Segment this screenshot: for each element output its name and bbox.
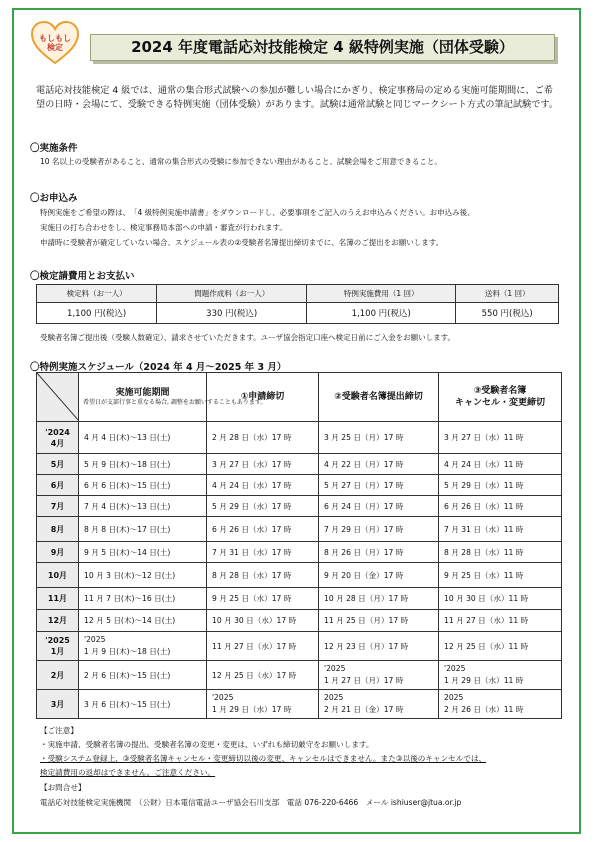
fee-header: 問題作成料（お一人） — [157, 285, 307, 303]
cancel-date: 2 月 26 日（水）11 時 — [444, 705, 524, 714]
month-cell: 3月 — [37, 690, 79, 719]
period-cell: 7 月 4 日(木)～13 日(土) — [79, 496, 207, 517]
period-range: 1 月 9 日(木)～18 日(土) — [84, 647, 171, 656]
cancel-cell: 11 月 27 日（水）11 時 — [439, 610, 562, 632]
roster-cell — [319, 661, 439, 690]
apply-year: '2025 — [212, 693, 234, 702]
cautions-line1: ・実施申請、受験者名簿の提出、受験者名簿の変更・変更は、いずれも締切厳守をお願いします。 — [40, 740, 374, 749]
month-cell: 7月 — [37, 496, 79, 517]
cancel-cell: 6 月 26 日（水）11 時 — [439, 496, 562, 517]
col-roster-header: ②受験者名簿提出締切 — [319, 373, 439, 422]
cancel-cell: 4 月 24 日（水）11 時 — [439, 454, 562, 475]
roster-cell — [319, 690, 439, 719]
roster-cell: 6 月 24 日（月）17 時 — [319, 496, 439, 517]
period-cell: 9 月 5 日(木)～14 日(土) — [79, 542, 207, 563]
roster-date: 1 月 27 日（月）17 時 — [324, 676, 404, 685]
cancel-cell: 12 月 25 日（水）11 時 — [439, 632, 562, 661]
apply-cell: 8 月 28 日（水）17 時 — [207, 563, 319, 588]
fee-value: 550 円(税込) — [456, 303, 559, 324]
moshimoshi-logo — [30, 20, 80, 66]
roster-cell: 3 月 25 日（月）17 時 — [319, 422, 439, 454]
roster-cell: 8 月 26 日（月）17 時 — [319, 542, 439, 563]
fee-table — [36, 284, 559, 324]
cancel-year: '2025 — [444, 664, 466, 673]
conditions-text: 10 名以上の受験者があること、通常の集合形式の受験に参加できない理由があること、試験会場をご用意できること。 — [40, 157, 442, 166]
table-row — [37, 690, 562, 719]
logo-line2: 検定 — [47, 43, 63, 52]
col-period-note: 希望日が支部行事と重なる場合, 調整をお願いすることもあります。 — [83, 399, 267, 406]
col-cancel-title-2: キャンセル・変更締切 — [454, 398, 545, 408]
apply-cell: 6 月 26 日（水）17 時 — [207, 517, 319, 542]
cautions-line2: ・受験システム登録上、③受験者名簿キャンセル・変更締切以後の変更、キャンセルはできません。また③以後のキャンセルでは、 — [40, 754, 487, 763]
apply-cell: 7 月 31 日（水）17 時 — [207, 542, 319, 563]
month-cell — [37, 632, 79, 661]
application-line3: 申請時に受験者が確定していない場合、スケジュール表の②受験者名簿提出締切までに、名簿のご提出をお願いします。 — [40, 238, 444, 247]
diagonal-line — [37, 373, 79, 421]
period-cell: 8 月 8 日(木)～17 日(土) — [79, 517, 207, 542]
table-row — [37, 610, 562, 632]
period-year: '2025 — [84, 635, 106, 644]
apply-cell: 11 月 27 日（水）17 時 — [207, 632, 319, 661]
fee-value: 330 円(税込) — [157, 303, 307, 324]
month-label: 4月 — [50, 438, 65, 448]
apply-date: 1 月 29 日（水）17 時 — [212, 705, 292, 714]
period-cell: 2 月 6 日(木)～15 日(土) — [79, 661, 207, 690]
fee-value: 1,100 円(税込) — [37, 303, 157, 324]
fee-header-row — [37, 285, 559, 303]
fees-heading: 〇検定請費用とお支払い — [30, 271, 135, 282]
cancel-cell — [439, 690, 562, 719]
month-cell: 12月 — [37, 610, 79, 632]
month-year: '2024 — [45, 427, 70, 437]
fee-header: 送料（1 回） — [456, 285, 559, 303]
apply-cell: 2 月 28 日（水）17 時 — [207, 422, 319, 454]
table-row — [37, 563, 562, 588]
period-cell: 6 月 6 日(木)～15 日(土) — [79, 475, 207, 496]
table-row — [37, 454, 562, 475]
schedule-heading: 〇特例実施スケジュール（2024 年 4 月～2025 年 3 月） — [30, 362, 287, 373]
page-title: 2024 年度電話応対技能検定 4 級特例実施（団体受験） — [90, 34, 555, 61]
period-cell: 12 月 5 日(木)～14 日(土) — [79, 610, 207, 632]
fee-value: 1,100 円(税込) — [307, 303, 456, 324]
period-cell — [79, 632, 207, 661]
apply-cell: 10 月 30 日（水）17 時 — [207, 610, 319, 632]
roster-cell: 4 月 22 日（月）17 時 — [319, 454, 439, 475]
application-line2: 実施日の打ち合わせをし、検定事務局本部への申請・審査が行われます。 — [40, 223, 287, 232]
cancel-cell: 10 月 30 日（水）11 時 — [439, 588, 562, 610]
table-row — [37, 542, 562, 563]
month-cell — [37, 422, 79, 454]
col-apply-header: ①申請締切 — [207, 373, 319, 422]
period-cell: 10 月 3 日(木)～12 日(土) — [79, 563, 207, 588]
apply-cell — [207, 690, 319, 719]
table-row — [37, 517, 562, 542]
roster-cell: 5 月 27 日（月）17 時 — [319, 475, 439, 496]
period-cell: 5 月 9 日(木)～18 日(土) — [79, 454, 207, 475]
roster-year: '2025 — [324, 664, 346, 673]
month-cell: 2月 — [37, 661, 79, 690]
table-row — [37, 496, 562, 517]
roster-cell: 9 月 20 日（金）17 時 — [319, 563, 439, 588]
month-cell: 8月 — [37, 517, 79, 542]
roster-cell: 7 月 29 日（月）17 時 — [319, 517, 439, 542]
cautions-line3: 検定請費用の返却はできません。ご注意ください。 — [40, 768, 216, 777]
contact-heading: 【お問合せ】 — [40, 783, 86, 792]
period-cell: 3 月 6 日(木)～15 日(土) — [79, 690, 207, 719]
intro-paragraph: 電話応対技能検定 4 級では、通常の集合形式試験への参加が難しい場合にかぎり、検定事務局の定める実施可能期間に、ご希望の日時・会場にて、受験できる特例実施（団体受験）があります。試験は通常試験と同じマークシート方式の筆記試験です。 — [36, 85, 559, 110]
cancel-date: 1 月 29 日（水）11 時 — [444, 676, 524, 685]
table-row — [37, 632, 562, 661]
cautions-heading: 【ご注意】 — [40, 726, 78, 735]
application-line1: 特例実施をご希望の際は、 「4 級特例実施申請書」をダウンロードし、必要事項をご記入のうえお申込みください。お申込み後、 — [40, 208, 475, 217]
table-row — [37, 422, 562, 454]
fee-header: 特例実施費用（1 回） — [307, 285, 456, 303]
cancel-cell: 8 月 28 日（水）11 時 — [439, 542, 562, 563]
conditions-heading: 〇実施条件 — [30, 143, 78, 154]
fee-value-row — [37, 303, 559, 324]
table-row — [37, 588, 562, 610]
col-cancel-header — [439, 373, 562, 422]
logo-line1: もしもし — [39, 34, 71, 43]
schedule-table — [36, 372, 562, 719]
diagonal-cell — [37, 373, 79, 422]
schedule-header-row — [37, 373, 562, 422]
cancel-cell: 5 月 29 日（水）11 時 — [439, 475, 562, 496]
fees-note: 受験者名簿ご提出後（受験人数確定）、請求させていただきます。ユーザ協会指定口座へ検定日前にご入金をお願いします。 — [40, 333, 456, 342]
col-cancel-title-1: ③受験者名簿 — [473, 386, 527, 396]
apply-cell: 5 月 29 日（水）17 時 — [207, 496, 319, 517]
month-cell: 10月 — [37, 563, 79, 588]
cancel-cell: 9 月 25 日（水）11 時 — [439, 563, 562, 588]
month-cell: 9月 — [37, 542, 79, 563]
table-row — [37, 661, 562, 690]
fee-header: 検定料（お一人） — [37, 285, 157, 303]
month-cell: 5月 — [37, 454, 79, 475]
month-label: 1月 — [50, 647, 65, 656]
roster-cell: 10 月 28 日（月）17 時 — [319, 588, 439, 610]
roster-date: 2 月 21 日（金）17 時 — [324, 705, 404, 714]
month-cell: 11月 — [37, 588, 79, 610]
contact-text: 電話応対技能検定実施機関 （公財）日本電信電話ユーザ協会石川支部 電話 076-220-6466 メール ishiuser@jtua.or.jp — [40, 798, 462, 807]
apply-cell: 4 月 24 日（水）17 時 — [207, 475, 319, 496]
col-period-title: 実施可能期間 — [115, 388, 170, 398]
cancel-cell: 7 月 31 日（水）11 時 — [439, 517, 562, 542]
period-cell: 4 月 4 日(木)～13 日(土) — [79, 422, 207, 454]
table-row — [37, 475, 562, 496]
roster-cell: 11 月 25 日（月）17 時 — [319, 610, 439, 632]
cancel-cell — [439, 661, 562, 690]
apply-cell: 9 月 25 日（水）17 時 — [207, 588, 319, 610]
application-heading: 〇お申込み — [30, 193, 78, 204]
apply-cell: 3 月 27 日（水）17 時 — [207, 454, 319, 475]
cancel-year: 2025 — [444, 693, 464, 702]
apply-cell: 12 月 25 日（水）17 時 — [207, 661, 319, 690]
roster-cell: 12 月 23 日（月）17 時 — [319, 632, 439, 661]
cancel-cell: 3 月 27 日（水）11 時 — [439, 422, 562, 454]
month-cell: 6月 — [37, 475, 79, 496]
roster-year: 2025 — [324, 693, 344, 702]
period-cell: 11 月 7 日(木)～16 日(土) — [79, 588, 207, 610]
month-year: '2025 — [45, 636, 70, 645]
